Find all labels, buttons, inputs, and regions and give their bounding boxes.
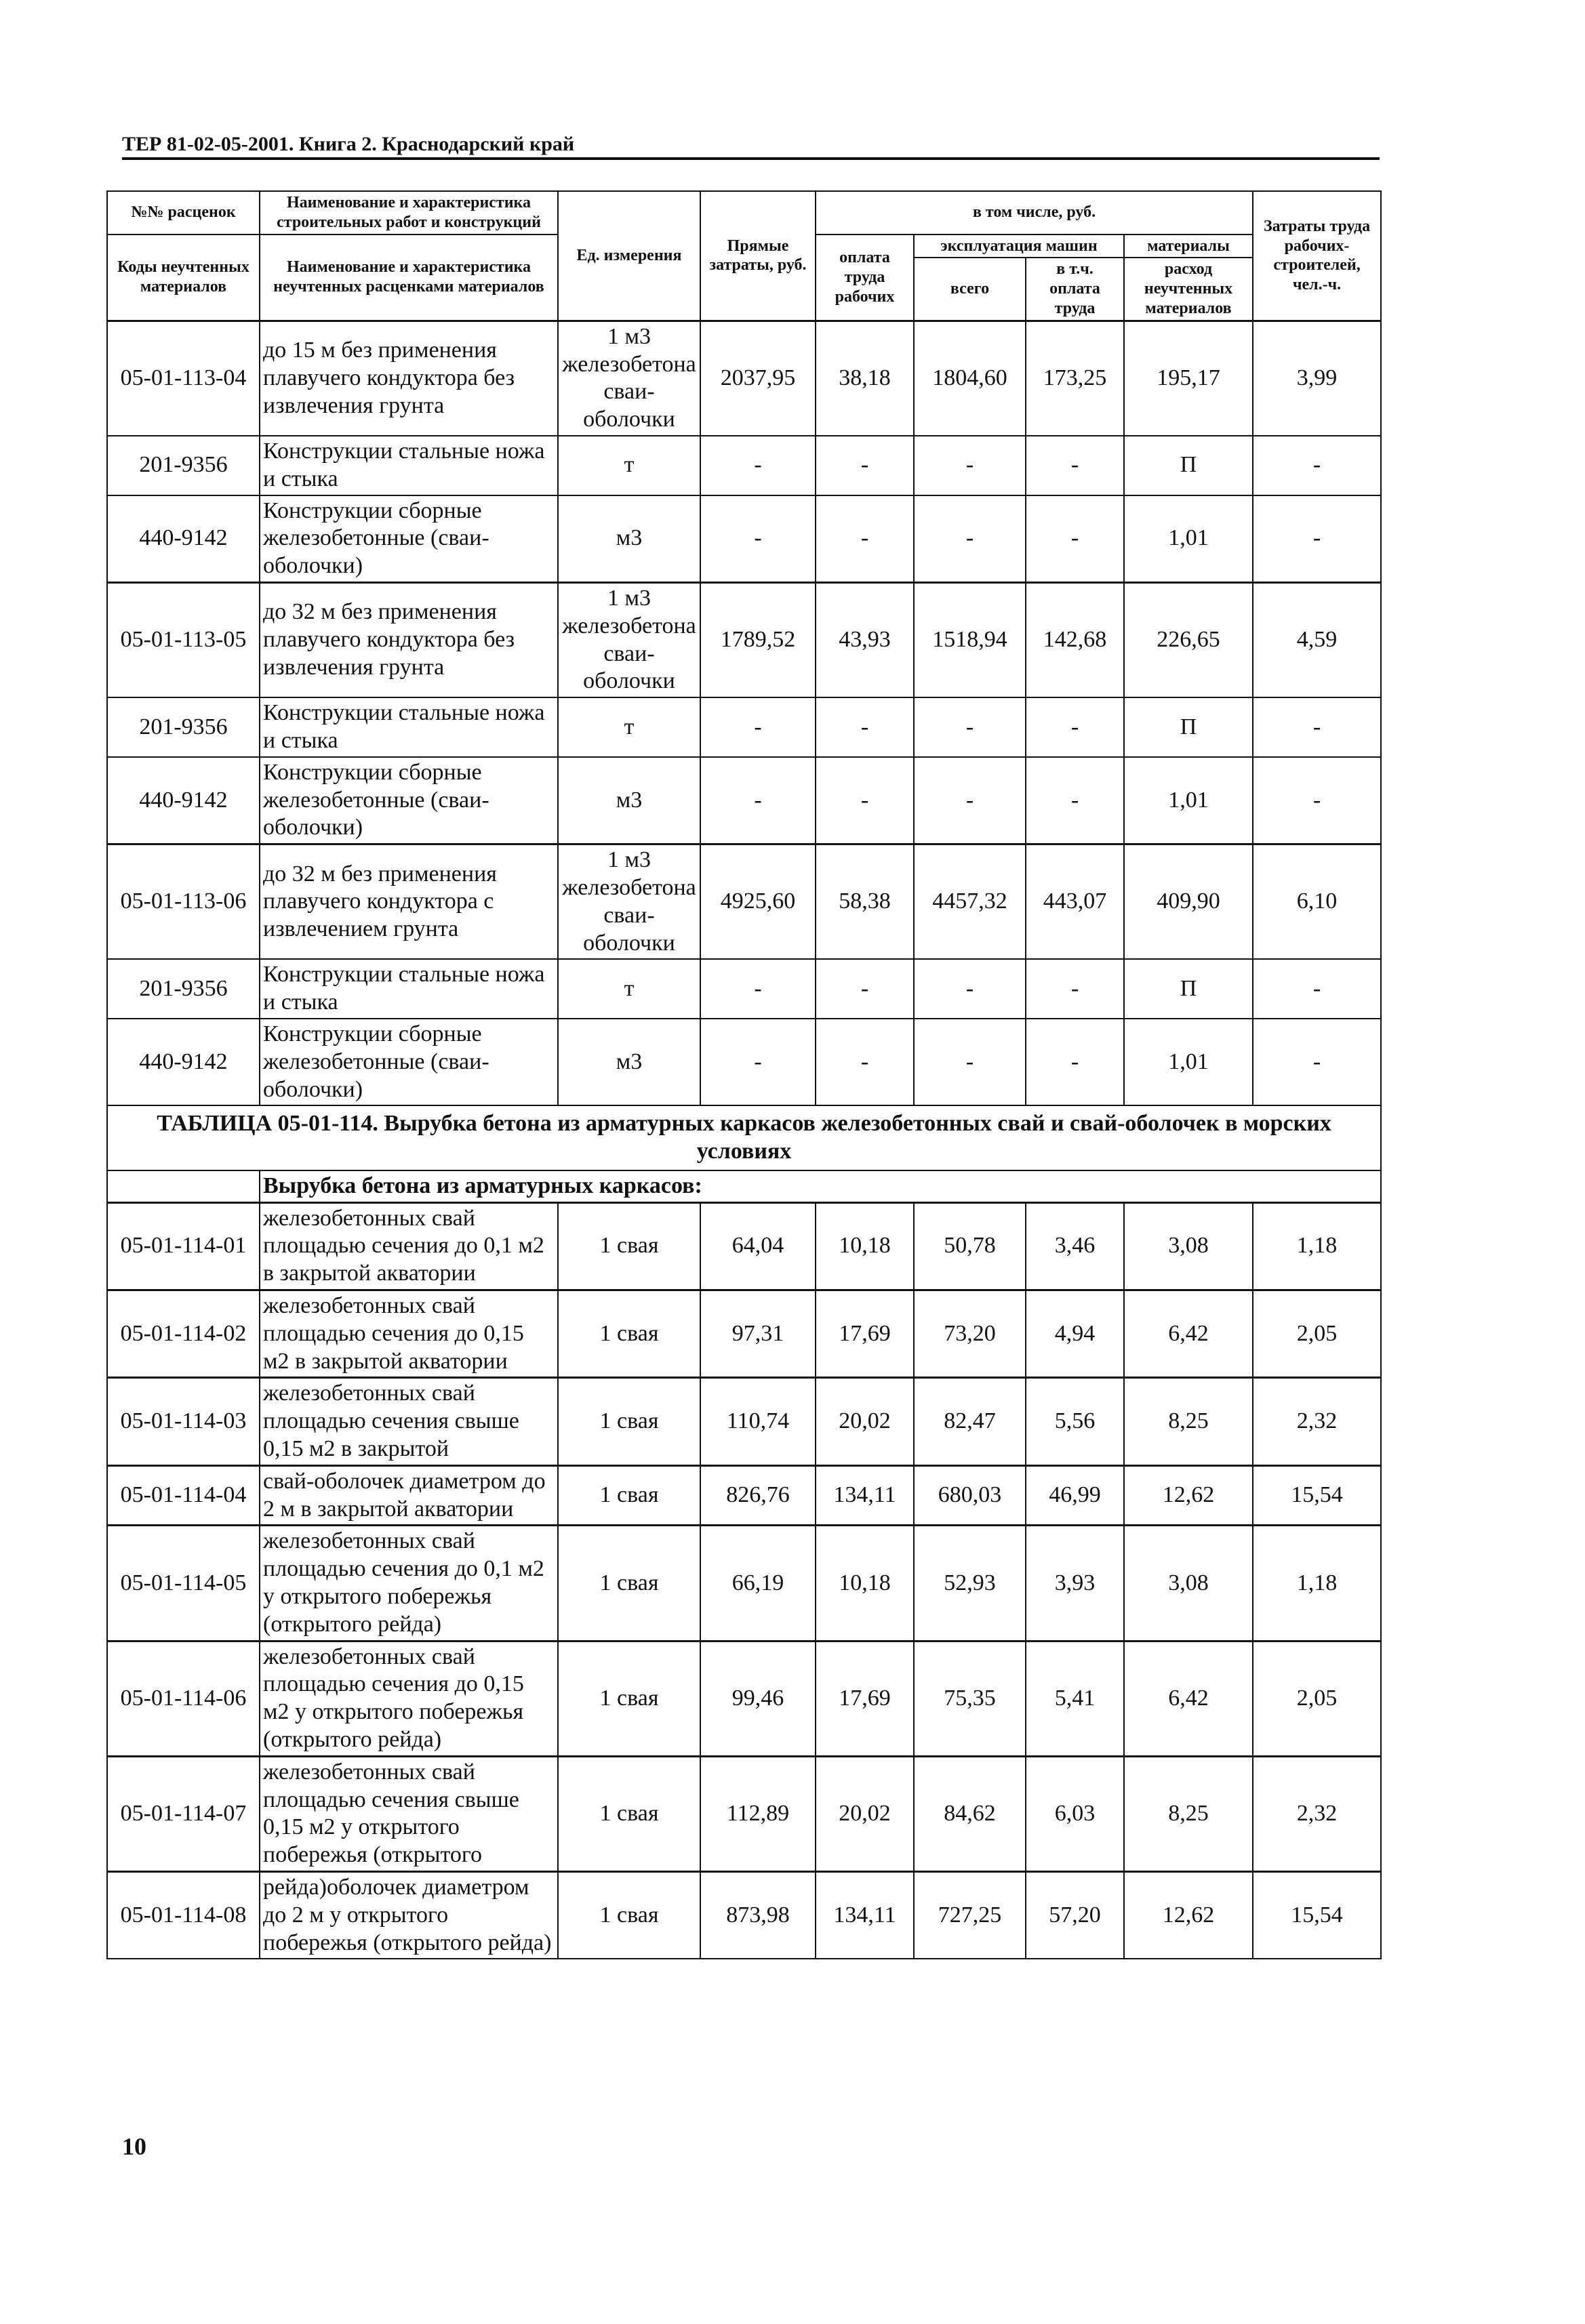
cell-unit: м3 [558, 1019, 700, 1105]
section-title: Вырубка бетона из арматурных каркасов: [260, 1170, 1381, 1202]
col-direct: Прямые затраты, руб. [700, 191, 816, 321]
cell-code: 05-01-114-05 [107, 1526, 260, 1641]
cell-mat: 12,62 [1124, 1872, 1253, 1959]
cell-pay: 17,69 [816, 1290, 914, 1378]
cell-pay: 134,11 [816, 1465, 914, 1526]
cell-name: железобетонных свай площадью сечения до 0,15 м2 в закрытой акватории [260, 1290, 558, 1378]
cell-code: 201-9356 [107, 436, 260, 495]
cell-mach-pay: - [1026, 495, 1124, 583]
cell-mat: 8,25 [1124, 1378, 1253, 1465]
cell-mat: 3,08 [1124, 1202, 1253, 1290]
cell-direct: 873,98 [700, 1872, 816, 1959]
cell-mat: 1,01 [1124, 495, 1253, 583]
cell-mat: 195,17 [1124, 321, 1253, 436]
cell-mach: 52,93 [914, 1526, 1026, 1641]
cell-direct: 4925,60 [700, 844, 816, 960]
cell-mach-pay: 173,25 [1026, 321, 1124, 436]
table-body [107, 321, 1381, 1959]
cell-unit: т [558, 959, 700, 1019]
table-row [107, 582, 1381, 697]
cell-unit: 1 свая [558, 1378, 700, 1465]
cell-labor: 1,18 [1253, 1202, 1381, 1290]
cell-mach-pay: - [1026, 697, 1124, 757]
cell-mach-pay: 4,94 [1026, 1290, 1124, 1378]
cell-mach: 84,62 [914, 1756, 1026, 1871]
cell-direct: - [700, 757, 816, 844]
cell-mat: 226,65 [1124, 582, 1253, 697]
cell-direct: 110,74 [700, 1378, 816, 1465]
cell-mat: 3,08 [1124, 1526, 1253, 1641]
cell-labor: - [1253, 1019, 1381, 1105]
material-row [107, 1019, 1381, 1105]
col-incl: в том числе, руб. [816, 191, 1253, 235]
cell-unit: 1 свая [558, 1465, 700, 1526]
cell-direct: 99,46 [700, 1641, 816, 1756]
cell-direct: 97,31 [700, 1290, 816, 1378]
cell-mach-pay: 3,46 [1026, 1202, 1124, 1290]
table-caption: ТАБЛИЦА 05-01-114. Вырубка бетона из арматурных каркасов железобетонных свай и свай-оболочек в морских условиях [107, 1105, 1381, 1170]
cell-pay: 20,02 [816, 1378, 914, 1465]
material-row [107, 697, 1381, 757]
cell-mach: 73,20 [914, 1290, 1026, 1378]
cell-unit: м3 [558, 495, 700, 583]
cell-code: 05-01-113-06 [107, 844, 260, 960]
cell-code: 05-01-114-08 [107, 1872, 260, 1959]
material-row [107, 436, 1381, 495]
cell-direct: - [700, 436, 816, 495]
cell-unit: т [558, 436, 700, 495]
cell-name: Конструкции стальные ножа и стыка [260, 436, 558, 495]
section-empty-cell [107, 1170, 260, 1202]
material-row [107, 495, 1381, 583]
col-materials-sub: расход неучтенных материалов [1124, 258, 1253, 321]
cell-direct: 2037,95 [700, 321, 816, 436]
cell-mat: 409,90 [1124, 844, 1253, 960]
cell-mach-pay: 5,41 [1026, 1641, 1124, 1756]
cell-unit: 1 свая [558, 1202, 700, 1290]
cell-labor: 4,59 [1253, 582, 1381, 697]
cell-mach-pay: 57,20 [1026, 1872, 1124, 1959]
cell-mach-pay: 5,56 [1026, 1378, 1124, 1465]
col-machine-total: всего [914, 258, 1026, 321]
cell-mat: 8,25 [1124, 1756, 1253, 1871]
cell-code: 05-01-114-03 [107, 1378, 260, 1465]
cell-mach: 50,78 [914, 1202, 1026, 1290]
cell-labor: - [1253, 495, 1381, 583]
cell-pay: 17,69 [816, 1641, 914, 1756]
cell-direct: - [700, 495, 816, 583]
cell-mat: 1,01 [1124, 757, 1253, 844]
cell-name: железобетонных свай площадью сечения до 0,1 м2 в закрытой акватории [260, 1202, 558, 1290]
header-rule [122, 157, 1380, 160]
cell-mach: 727,25 [914, 1872, 1026, 1959]
cell-mat: П [1124, 697, 1253, 757]
cell-mat: 6,42 [1124, 1290, 1253, 1378]
cell-unit: 1 свая [558, 1526, 700, 1641]
cell-pay: 38,18 [816, 321, 914, 436]
cell-code: 201-9356 [107, 959, 260, 1019]
cell-mat: 1,01 [1124, 1019, 1253, 1105]
cell-mat: 12,62 [1124, 1465, 1253, 1526]
cell-mach: 680,03 [914, 1465, 1026, 1526]
cell-name: Конструкции стальные ножа и стыка [260, 697, 558, 757]
cell-labor: - [1253, 959, 1381, 1019]
col-machine-pay: в т.ч. оплата труда [1026, 258, 1124, 321]
col-pay: оплата труда рабочих [816, 235, 914, 321]
cell-mach: - [914, 1019, 1026, 1105]
table-row [107, 1290, 1381, 1378]
cell-name: железобетонных свай площадью сечения до 0,1 м2 у открытого побережья (открытого рейда) [260, 1526, 558, 1641]
rates-table [106, 190, 1382, 1959]
cell-mach: 1804,60 [914, 321, 1026, 436]
cell-mach: 75,35 [914, 1641, 1026, 1756]
material-row [107, 757, 1381, 844]
cell-mach: 1518,94 [914, 582, 1026, 697]
table-row [107, 321, 1381, 436]
cell-labor: 15,54 [1253, 1872, 1381, 1959]
cell-pay: 43,93 [816, 582, 914, 697]
cell-labor: 6,10 [1253, 844, 1381, 960]
cell-labor: 15,54 [1253, 1465, 1381, 1526]
cell-labor: 1,18 [1253, 1526, 1381, 1641]
cell-labor: 3,99 [1253, 321, 1381, 436]
cell-pay: - [816, 436, 914, 495]
cell-mach-pay: 142,68 [1026, 582, 1124, 697]
cell-pay: - [816, 1019, 914, 1105]
table-row [107, 1872, 1381, 1959]
table-row [107, 1378, 1381, 1465]
cell-mach: - [914, 495, 1026, 583]
cell-mach-pay: 443,07 [1026, 844, 1124, 960]
cell-code: 440-9142 [107, 1019, 260, 1105]
cell-unit: 1 м3 железобетона сваи-оболочки [558, 321, 700, 436]
cell-mach-pay: 3,93 [1026, 1526, 1124, 1641]
cell-name: свай-оболочек диаметром до 2 м в закрытой акватории [260, 1465, 558, 1526]
cell-mach-pay: 46,99 [1026, 1465, 1124, 1526]
cell-direct: 1789,52 [700, 582, 816, 697]
cell-mach: - [914, 757, 1026, 844]
cell-unit: т [558, 697, 700, 757]
cell-mat: П [1124, 959, 1253, 1019]
table-row [107, 1526, 1381, 1641]
cell-code: 201-9356 [107, 697, 260, 757]
table-caption-row [107, 1105, 1381, 1170]
cell-direct: 826,76 [700, 1465, 816, 1526]
page-header: ТЕР 81-02-05-2001. Книга 2. Краснодарский край [122, 133, 575, 155]
cell-mach: 82,47 [914, 1378, 1026, 1465]
cell-pay: - [816, 495, 914, 583]
cell-pay: 10,18 [816, 1202, 914, 1290]
col-name-top: Наименование и характеристика строительных работ и конструкций [260, 191, 558, 235]
cell-pay: 58,38 [816, 844, 914, 960]
cell-mach-pay: - [1026, 436, 1124, 495]
cell-labor: - [1253, 697, 1381, 757]
cell-unit: 1 свая [558, 1872, 700, 1959]
table-row [107, 1641, 1381, 1756]
cell-pay: - [816, 757, 914, 844]
cell-code: 05-01-114-04 [107, 1465, 260, 1526]
cell-name: Конструкции сборные железобетонные (сваи-оболочки) [260, 495, 558, 583]
cell-direct: - [700, 959, 816, 1019]
cell-code: 05-01-113-05 [107, 582, 260, 697]
cell-code: 05-01-114-07 [107, 1756, 260, 1871]
cell-pay: 10,18 [816, 1526, 914, 1641]
cell-mach-pay: 6,03 [1026, 1756, 1124, 1871]
cell-mach-pay: - [1026, 959, 1124, 1019]
cell-name: железобетонных свай площадью сечения свыше 0,15 м2 у открытого побережья (открытого [260, 1756, 558, 1871]
table-row [107, 1756, 1381, 1871]
cell-labor: - [1253, 757, 1381, 844]
cell-labor: 2,32 [1253, 1378, 1381, 1465]
cell-name: Конструкции сборные железобетонные (сваи-оболочки) [260, 757, 558, 844]
cell-mach: - [914, 959, 1026, 1019]
cell-labor: 2,05 [1253, 1641, 1381, 1756]
cell-name: рейда)оболочек диаметром до 2 м у открытого побережья (открытого рейда) [260, 1872, 558, 1959]
cell-pay: - [816, 959, 914, 1019]
cell-pay: - [816, 697, 914, 757]
cell-mat: 6,42 [1124, 1641, 1253, 1756]
cell-labor: 2,32 [1253, 1756, 1381, 1871]
cell-labor: - [1253, 436, 1381, 495]
cell-direct: - [700, 697, 816, 757]
cell-name: до 32 м без применения плавучего кондуктора без извлечения грунта [260, 582, 558, 697]
cell-name: железобетонных свай площадью сечения до 0,15 м2 у открытого побережья (открытого рейда) [260, 1641, 558, 1756]
cell-code: 05-01-114-02 [107, 1290, 260, 1378]
cell-direct: 112,89 [700, 1756, 816, 1871]
cell-unit: 1 м3 железобетона сваи-оболочки [558, 844, 700, 960]
cell-name: железобетонных свай площадью сечения свыше 0,15 м2 в закрытой [260, 1378, 558, 1465]
cell-name: Конструкции сборные железобетонные (сваи-оболочки) [260, 1019, 558, 1105]
cell-mach: - [914, 436, 1026, 495]
cell-unit: м3 [558, 757, 700, 844]
col-materials: материалы [1124, 235, 1253, 258]
cell-mach-pay: - [1026, 757, 1124, 844]
cell-unit: 1 м3 железобетона сваи-оболочки [558, 582, 700, 697]
material-row [107, 959, 1381, 1019]
col-code-top: №№ расценок [107, 191, 260, 235]
table-row [107, 1202, 1381, 1290]
cell-direct: - [700, 1019, 816, 1105]
cell-unit: 1 свая [558, 1290, 700, 1378]
page-number: 10 [122, 2133, 146, 2160]
table-row [107, 844, 1381, 960]
section-row [107, 1170, 1381, 1202]
cell-pay: 134,11 [816, 1872, 914, 1959]
col-name-bottom: Наименование и характеристика неучтенных расценками материалов [260, 235, 558, 321]
cell-labor: 2,05 [1253, 1290, 1381, 1378]
cell-direct: 66,19 [700, 1526, 816, 1641]
col-unit: Ед. измерения [558, 191, 700, 321]
cell-mat: П [1124, 436, 1253, 495]
cell-code: 440-9142 [107, 495, 260, 583]
cell-name: Конструкции стальные ножа и стыка [260, 959, 558, 1019]
cell-code: 05-01-113-04 [107, 321, 260, 436]
cell-name: до 15 м без применения плавучего кондуктора без извлечения грунта [260, 321, 558, 436]
table-row [107, 1465, 1381, 1526]
cell-unit: 1 свая [558, 1756, 700, 1871]
cell-name: до 32 м без применения плавучего кондуктора с извлечением грунта [260, 844, 558, 960]
cell-pay: 20,02 [816, 1756, 914, 1871]
cell-code: 05-01-114-01 [107, 1202, 260, 1290]
cell-unit: 1 свая [558, 1641, 700, 1756]
cell-direct: 64,04 [700, 1202, 816, 1290]
cell-code: 05-01-114-06 [107, 1641, 260, 1756]
cell-code: 440-9142 [107, 757, 260, 844]
cell-mach: 4457,32 [914, 844, 1026, 960]
cell-mach-pay: - [1026, 1019, 1124, 1105]
col-code-bottom: Коды неучтенных материалов [107, 235, 260, 321]
cell-mach: - [914, 697, 1026, 757]
col-labor: Затраты труда рабочих-строителей, чел.-ч. [1253, 191, 1381, 321]
col-machine: эксплуатация машин [914, 235, 1124, 258]
